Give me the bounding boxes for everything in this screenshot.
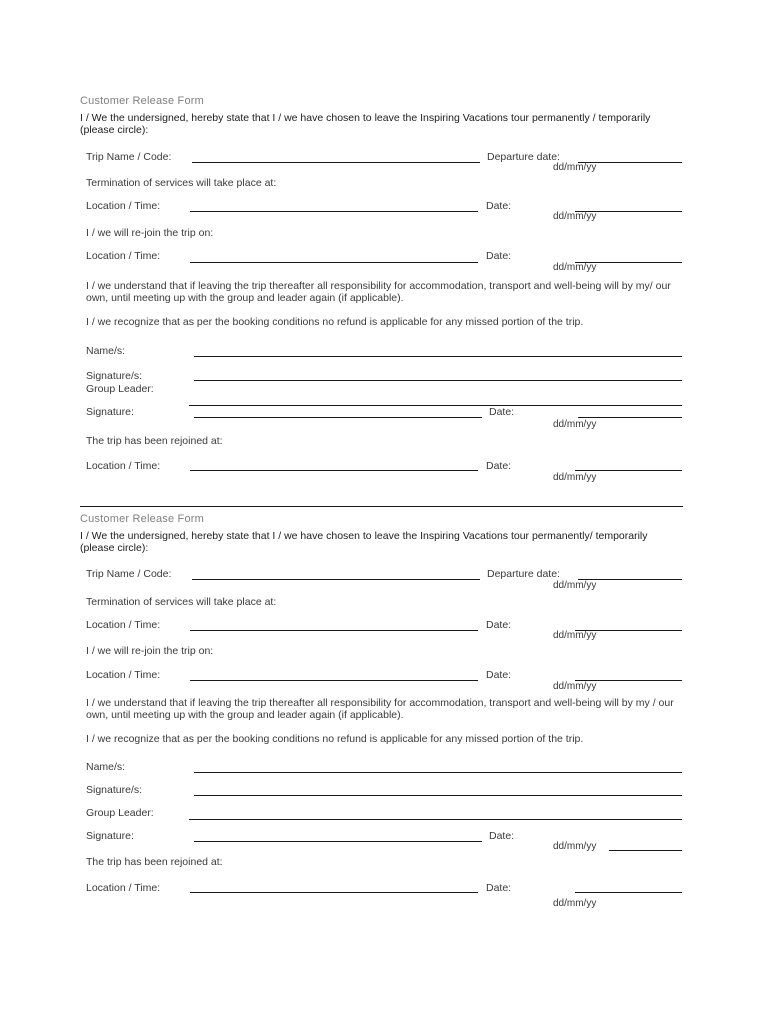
form-title: Customer Release Form [80,95,205,107]
trip-name-field[interactable] [192,162,480,163]
termination-location-field[interactable] [190,211,478,212]
date-format-hint: dd/mm/yy [553,841,597,852]
departure-date-label: Departure date: [487,568,560,580]
signatures-field[interactable] [194,380,682,381]
intro-statement: I / We the undersigned, hereby state that I / we have chosen to leave the Inspiring Vacations tour permanently/ temporarily [80,530,648,542]
date-label: Date: [486,460,512,472]
date-label: Date: [489,830,515,842]
date-label: Date: [486,200,512,212]
date-format-hint: dd/mm/yy [553,681,597,692]
location-time-label: Location / Time: [86,619,161,631]
rejoin-label: I / we will re-join the trip on: [86,645,214,657]
termination-location-field[interactable] [190,630,478,631]
rejoin-label: I / we will re-join the trip on: [86,227,214,239]
names-label: Name/s: [86,345,126,357]
signature-label: Signature: [86,830,134,842]
intro-statement: I / We the undersigned, hereby state that I / we have chosen to leave the Inspiring Vacations tour permanently / temporarily [80,112,651,124]
names-field[interactable] [194,356,682,357]
leader-date-field[interactable] [578,417,682,418]
names-field[interactable] [194,772,682,773]
rejoined-label: The trip has been rejoined at: [86,856,223,868]
group-leader-label: Group Leader: [86,807,154,819]
form-divider [80,506,683,507]
rejoined-label: The trip has been rejoined at: [86,435,223,447]
date-label: Date: [486,882,512,894]
termination-label: Termination of services will take place at: [86,177,277,189]
rejoined-location-field[interactable] [190,470,478,471]
signatures-label: Signature/s: [86,370,143,382]
date-label: Date: [486,669,512,681]
refund-statement: I / we recognize that as per the booking conditions no refund is applicable for any missed portion of the trip. [86,316,584,328]
trip-name-label: Trip Name / Code: [86,568,172,580]
location-time-label: Location / Time: [86,669,161,681]
trip-name-field[interactable] [192,579,480,580]
termination-label: Termination of services will take place at: [86,596,277,608]
rejoined-location-field[interactable] [190,892,478,893]
date-format-hint: dd/mm/yy [553,262,597,273]
date-format-hint: dd/mm/yy [553,211,597,222]
location-time-label: Location / Time: [86,200,161,212]
rejoined-date-field[interactable] [575,892,682,893]
leader-signature-field[interactable] [194,841,482,842]
signatures-label: Signature/s: [86,784,143,796]
signature-label: Signature: [86,406,134,418]
date-format-hint: dd/mm/yy [553,898,597,909]
trip-name-label: Trip Name / Code: [86,151,172,163]
group-leader-label: Group Leader: [86,383,154,395]
group-leader-field[interactable] [189,405,682,406]
responsibility-statement-cont: own, until meeting up with the group and leader again (if applicable). [86,292,404,304]
responsibility-statement: I / we understand that if leaving the trip thereafter all responsibility for accommodation, transport and well-being will by my/ our [86,280,671,292]
date-format-hint: dd/mm/yy [553,419,597,430]
rejoined-date-field[interactable] [575,470,682,471]
group-leader-field[interactable] [189,819,682,820]
date-label: Date: [489,406,515,418]
date-format-hint: dd/mm/yy [553,630,597,641]
date-format-hint: dd/mm/yy [553,162,597,173]
signatures-field[interactable] [194,795,682,796]
location-time-label: Location / Time: [86,882,161,894]
date-label: Date: [486,619,512,631]
names-label: Name/s: [86,761,126,773]
intro-statement-cont: (please circle): [80,542,149,554]
rejoin-location-field[interactable] [190,262,478,263]
leader-signature-field[interactable] [194,417,482,418]
rejoin-location-field[interactable] [190,680,478,681]
refund-statement: I / we recognize that as per the booking conditions no refund is applicable for any missed portion of the trip. [86,733,584,745]
form-title: Customer Release Form [80,513,205,525]
leader-date-field[interactable] [609,850,682,851]
departure-date-label: Departure date: [487,151,560,163]
responsibility-statement: I / we understand that if leaving the trip thereafter all responsibility for accommodation, transport and well-being will by my / our [86,697,674,709]
location-time-label: Location / Time: [86,250,161,262]
date-label: Date: [486,250,512,262]
location-time-label: Location / Time: [86,460,161,472]
intro-statement-cont: (please circle): [80,124,149,136]
responsibility-statement-cont: own, until meeting up with the group and leader again (if applicable). [86,709,404,721]
date-format-hint: dd/mm/yy [553,580,597,591]
date-format-hint: dd/mm/yy [553,472,597,483]
